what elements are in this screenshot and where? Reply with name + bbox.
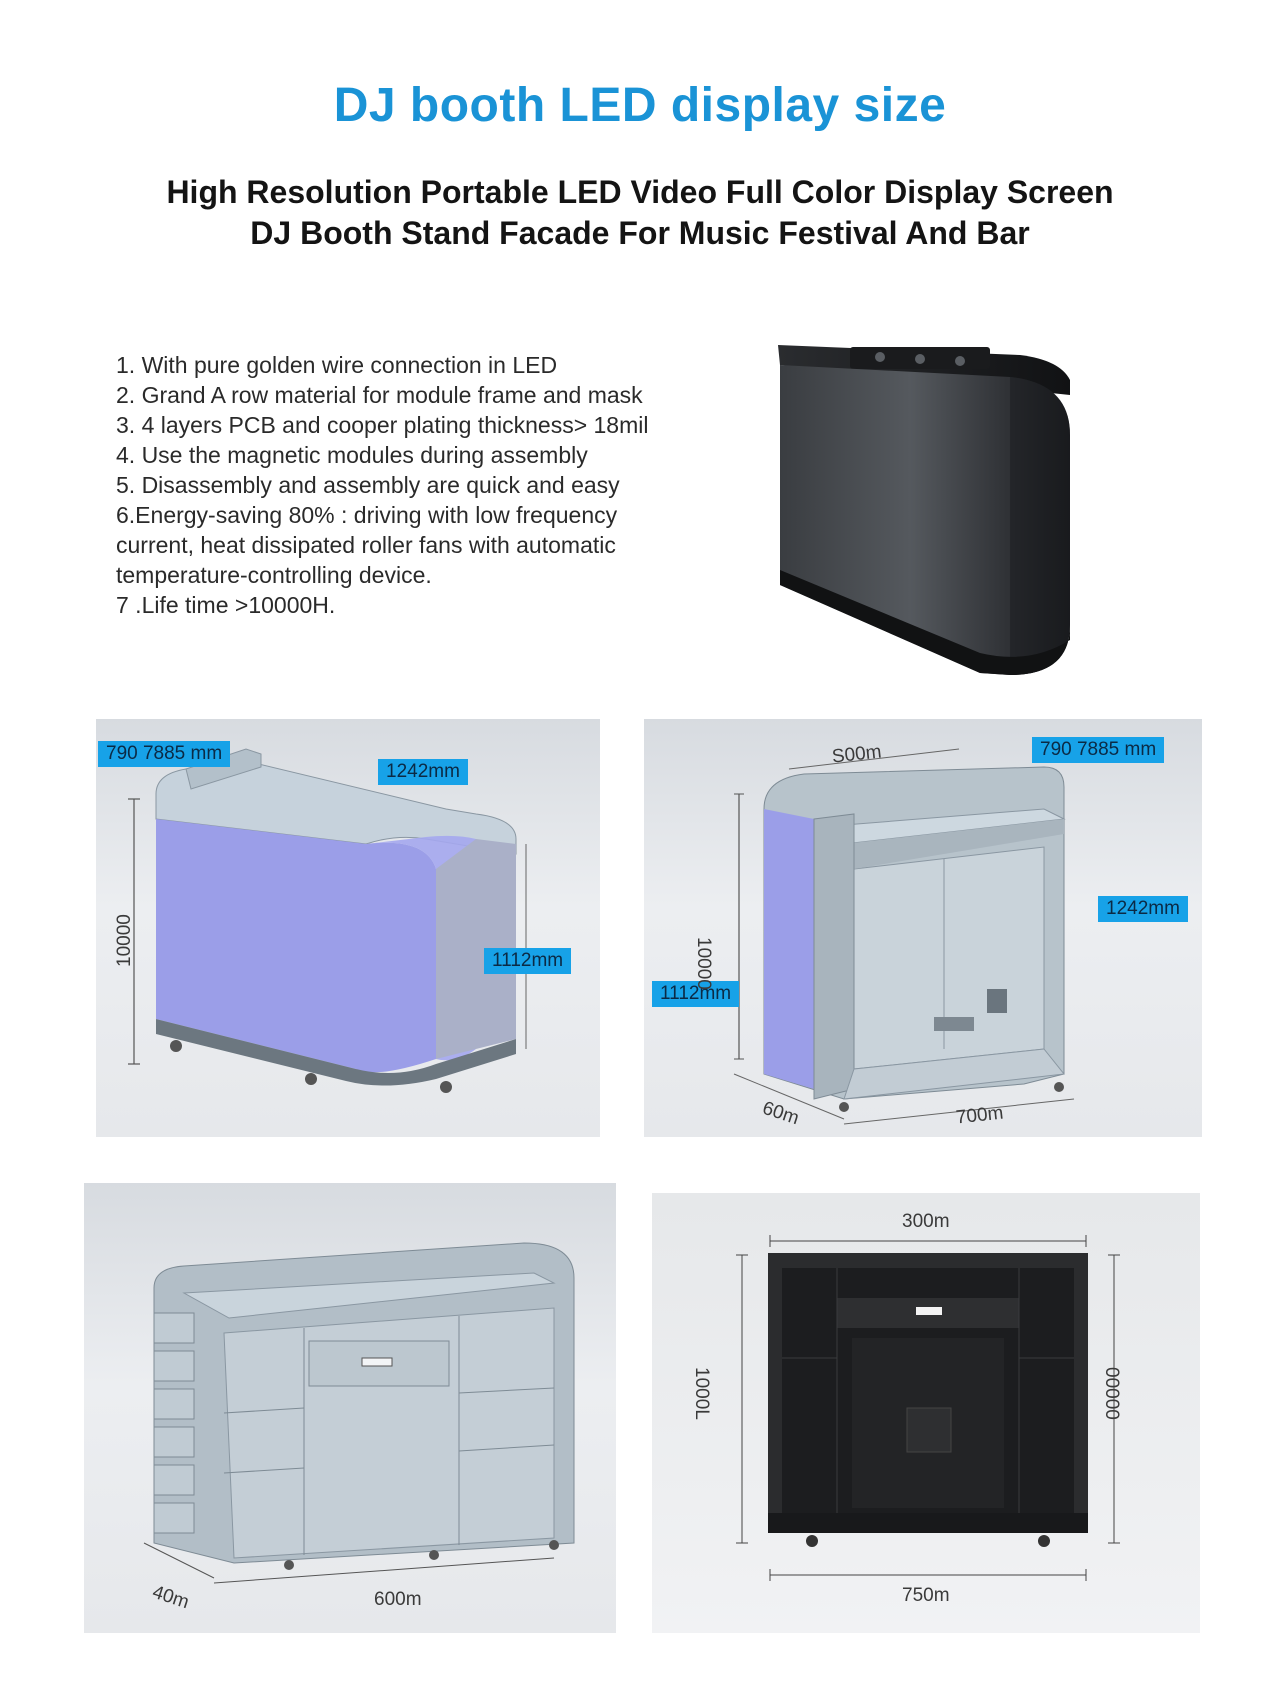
feature-item: 7 .Life time >10000H. <box>116 592 336 618</box>
dimension-label-bottom: 750m <box>902 1585 950 1606</box>
dimension-label-bottom-left: 40m <box>149 1581 192 1614</box>
feature-item: current, heat dissipated roller fans with automatic <box>116 532 616 558</box>
dimension-label-side: 1112mm <box>484 948 571 974</box>
feature-item: 1. With pure golden wire connection in LED <box>116 352 558 378</box>
diagram-front-led-view <box>96 719 600 1137</box>
dimension-label-bottom: 600m <box>374 1589 422 1610</box>
feature-list <box>116 350 716 620</box>
feature-item: 3. 4 layers PCB and cooper plating thickness> 18mil <box>116 412 649 438</box>
dimension-label-top: 300m <box>902 1211 950 1232</box>
dimension-label-top: S00m <box>830 741 883 768</box>
dimension-label-left: 1000L <box>691 1367 712 1420</box>
feature-item: temperature-controlling device. <box>116 562 432 588</box>
subtitle-line-1: High Resolution Portable LED Video Full Color Display Screen <box>166 174 1114 210</box>
dimension-label-right: 00000 <box>1101 1367 1122 1420</box>
booth-shelving-illustration-icon <box>84 1183 616 1633</box>
dimension-label-bottom: 700m <box>954 1102 1005 1129</box>
feature-item: 6.Energy-saving 80% : driving with low frequency <box>116 502 618 528</box>
dimension-label-depth: 790 7885 mm <box>98 741 230 767</box>
dimension-label-depth: 790 7885 mm <box>1032 737 1164 763</box>
subtitle-line-2: DJ Booth Stand Facade For Music Festival And Bar <box>250 215 1030 251</box>
dimension-label-height: 10000 <box>693 937 714 990</box>
booth-led-front-illustration-icon <box>96 719 600 1137</box>
dimension-label-height: 10000 <box>114 914 135 967</box>
diagram-shelving-view <box>84 1183 616 1633</box>
feature-item: 4. Use the magnetic modules during assembly <box>116 442 588 468</box>
dimension-label-width: 1242mm <box>1098 896 1188 922</box>
product-photo <box>770 335 1110 690</box>
feature-item: 5. Disassembly and assembly are quick and easy <box>116 472 620 498</box>
dimension-label-bottom-left: 60m <box>759 1097 802 1130</box>
dj-booth-photo-icon <box>770 335 1110 690</box>
diagram-back-open-view <box>644 719 1202 1137</box>
dimension-label-side: 1112mm <box>652 981 739 1007</box>
feature-item: 2. Grand A row material for module frame and mask <box>116 382 643 408</box>
dimension-label-width: 1242mm <box>378 759 468 785</box>
page-subtitle <box>0 172 1280 254</box>
page-title: DJ booth LED display size <box>333 79 947 132</box>
diagram-orthographic-view <box>652 1193 1200 1633</box>
booth-back-open-illustration-icon <box>644 719 1202 1137</box>
